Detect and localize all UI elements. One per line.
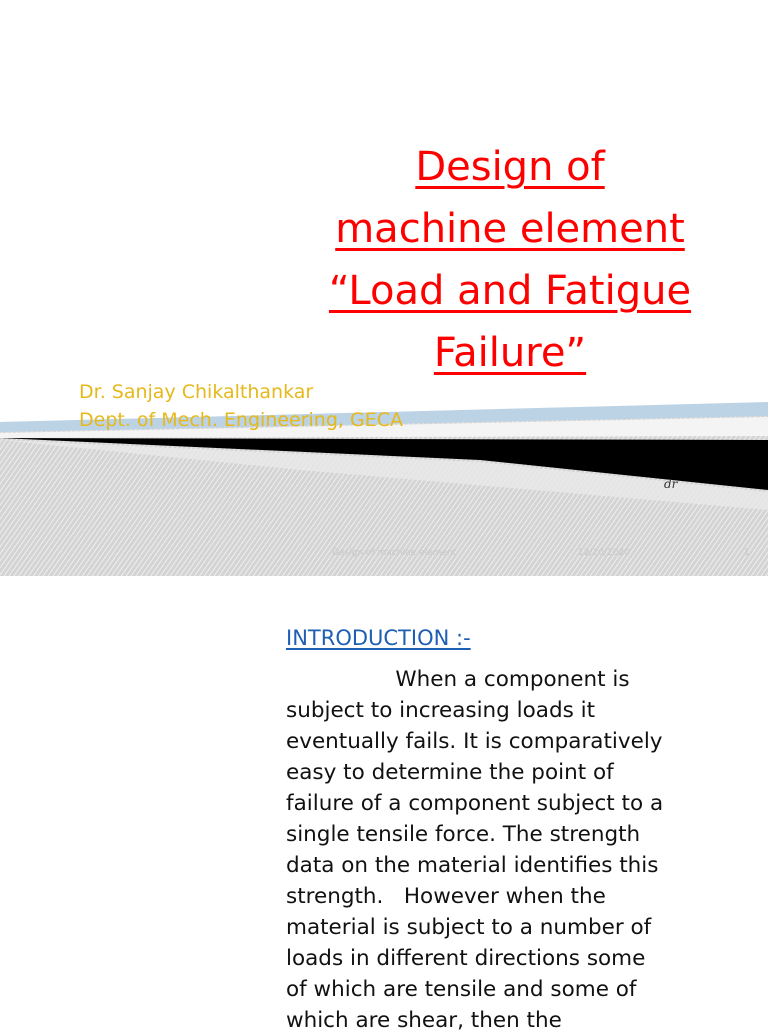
title-line-1: Design of [415,144,605,190]
footer-date: 12/20/2020 [578,548,630,558]
introduction-body [286,664,746,1036]
body-line: single tensile force. The strength [286,822,641,847]
title-line-2: machine element [335,206,685,252]
body-line: subject to increasing loads it [286,698,596,723]
body-line: When a component is [286,667,630,692]
body-line: data on the material identifies this [286,853,659,878]
body-line: of which are tensile and some of [286,977,637,1002]
body-line: easy to determine the point of [286,760,614,785]
dr-mark: dr [664,477,678,491]
author-department: Dept. of Mech. Engineering, GECA [79,409,403,431]
body-line: failure of a component subject to a [286,791,664,816]
title-line-3: “Load and Fatigue [328,268,692,314]
footer-title: Design of machine element [332,548,457,558]
author-block [79,378,403,434]
body-line: eventually fails. It is comparatively [286,729,663,754]
introduction-heading: INTRODUCTION :- [286,626,471,650]
slide-title [270,136,750,384]
author-name: Dr. Sanjay Chikalthankar [79,381,314,403]
body-line: strength. However when the [286,884,606,909]
title-line-4: Failure” [433,330,587,376]
body-line: loads in different directions some [286,946,646,971]
body-line: material is subject to a number of [286,915,652,940]
body-line: which are shear, then the [286,1008,562,1033]
footer-page-number: 1 [744,548,750,558]
